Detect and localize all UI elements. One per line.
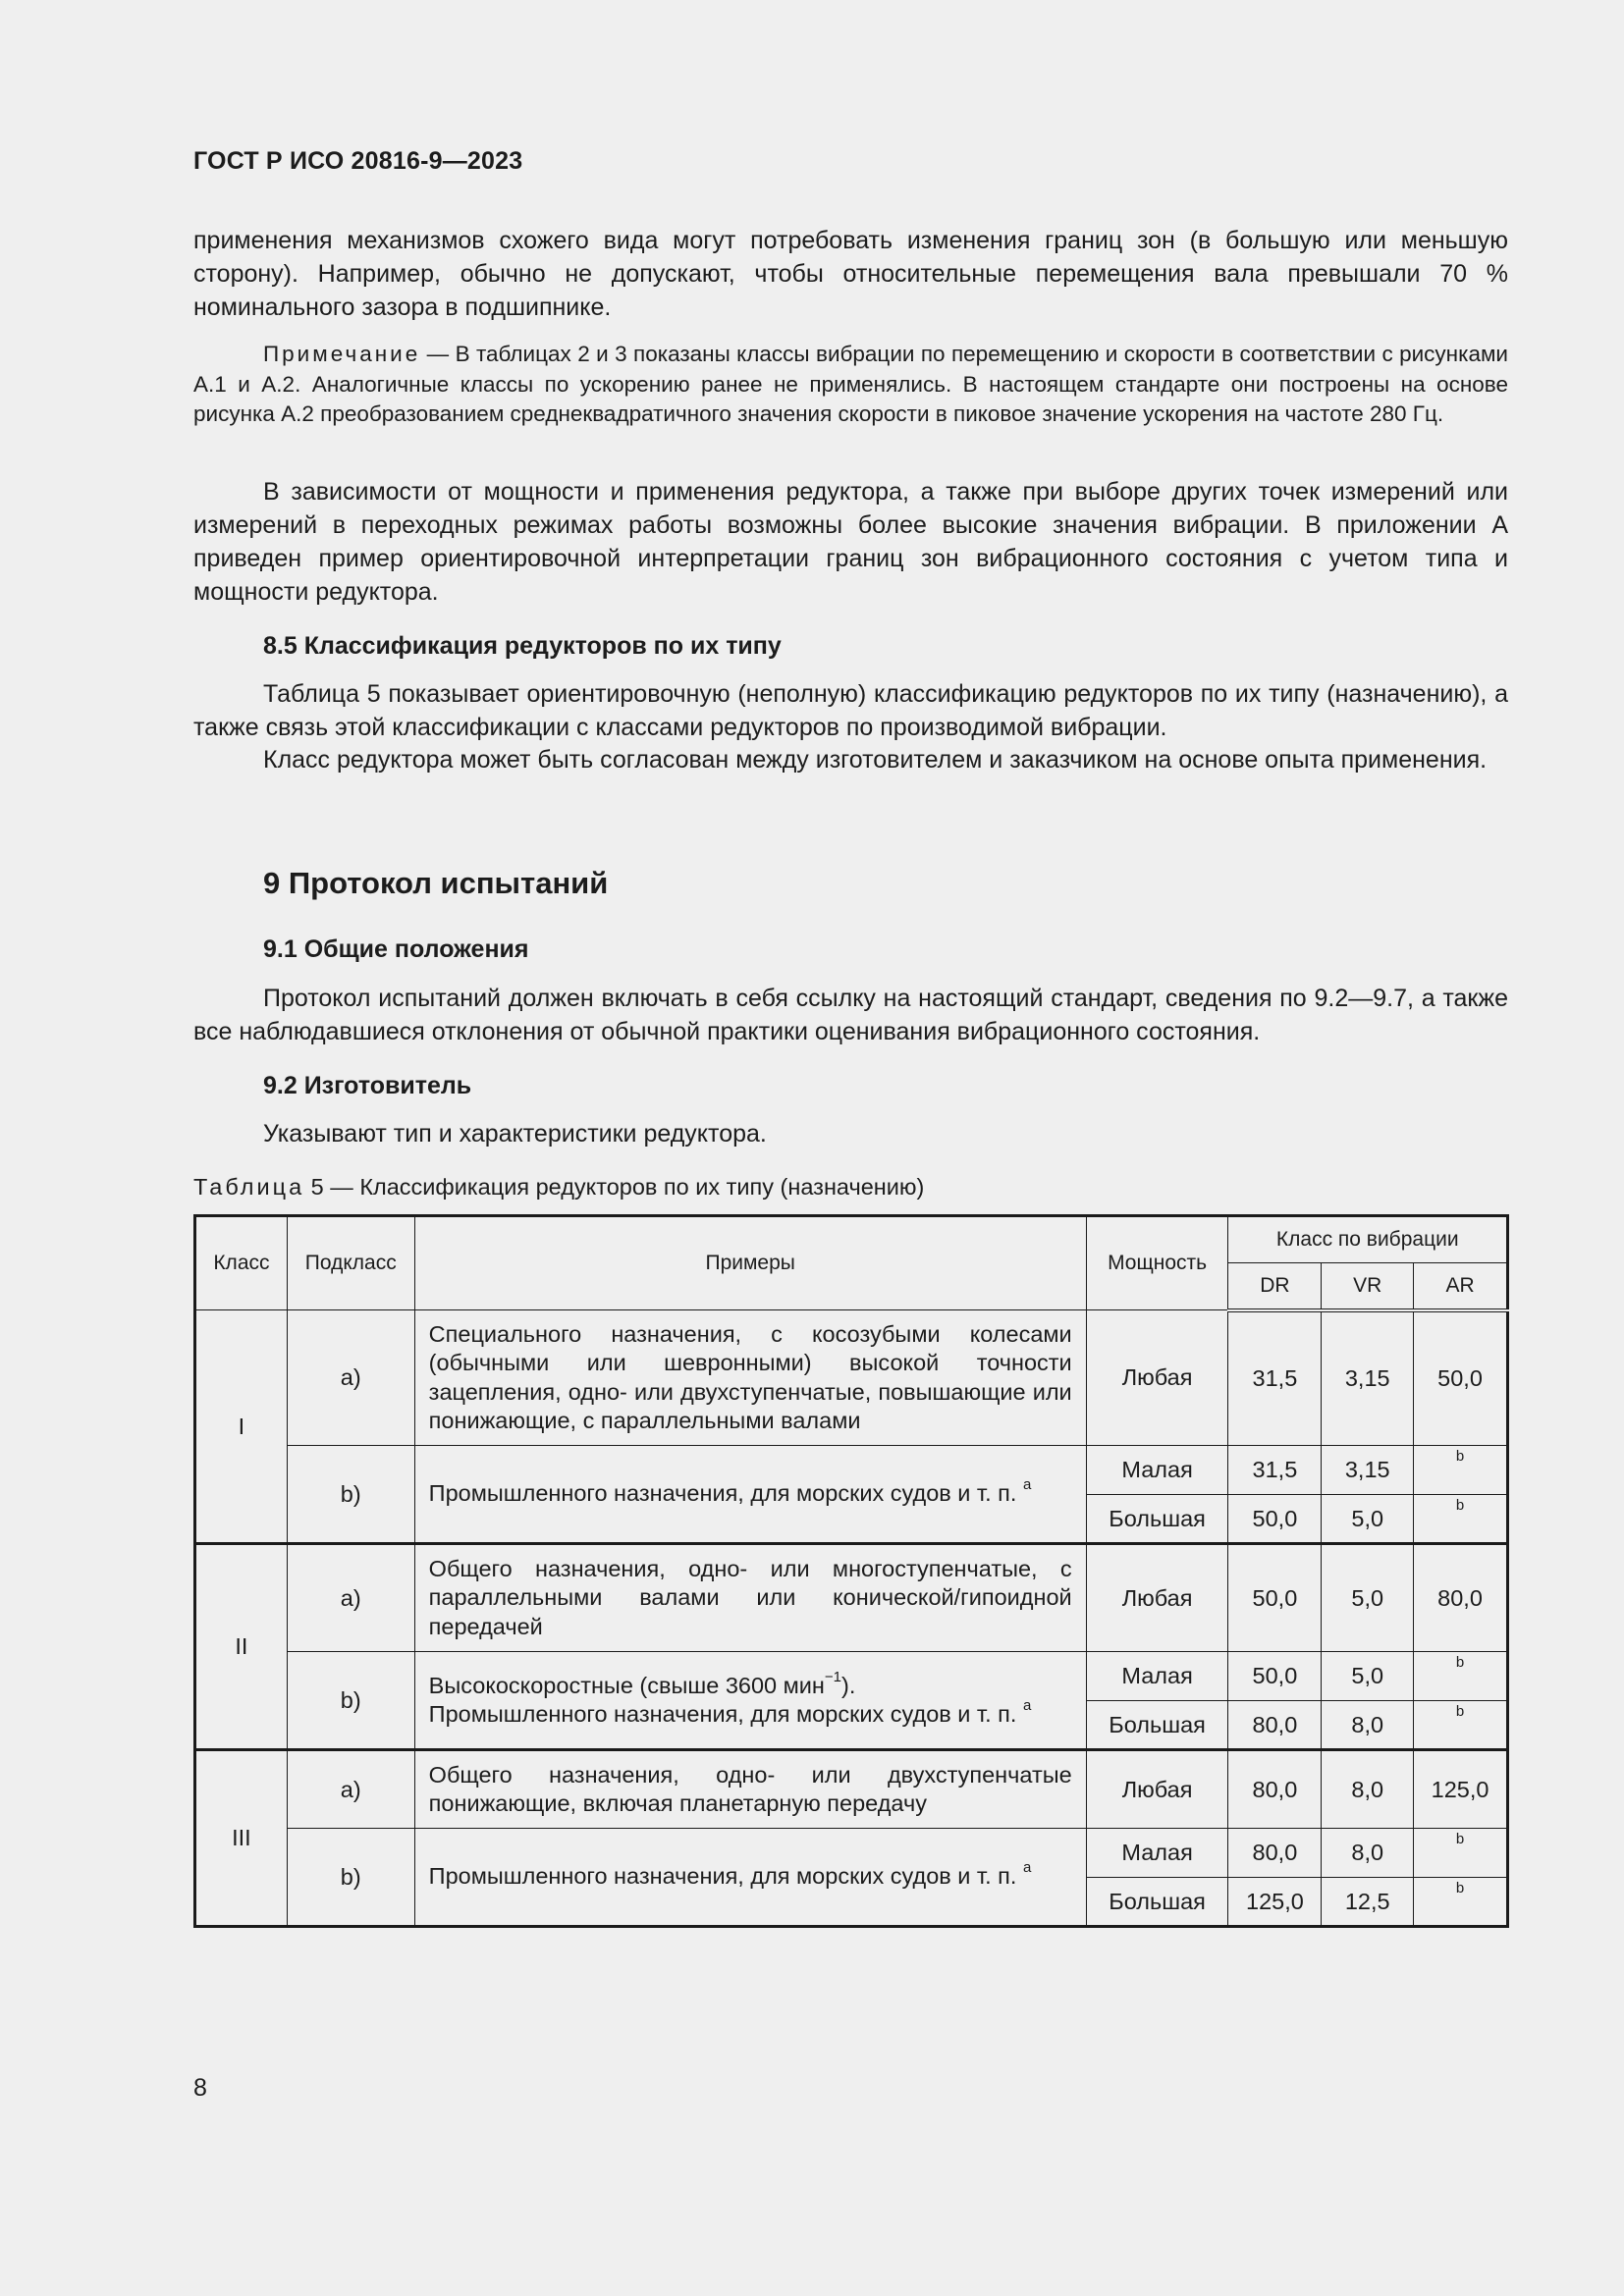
power-cell: Любая — [1086, 1750, 1228, 1829]
subclass-cell: a) — [287, 1544, 414, 1652]
example-cell — [414, 1446, 1086, 1544]
dr-cell: 80,0 — [1228, 1701, 1322, 1750]
dr-cell: 80,0 — [1228, 1829, 1322, 1878]
vr-cell: 3,15 — [1322, 1310, 1414, 1446]
header-dr: DR — [1228, 1263, 1322, 1310]
table-row — [195, 1446, 1508, 1495]
vr-cell: 5,0 — [1322, 1544, 1414, 1652]
paragraph: Указывают тип и характеристики редуктора. — [263, 1120, 767, 1148]
vr-cell: 8,0 — [1322, 1701, 1414, 1750]
header-ar: AR — [1414, 1263, 1508, 1310]
ar-cell — [1414, 1495, 1508, 1544]
note-label: Примечание — [263, 342, 421, 366]
power-cell: Малая — [1086, 1446, 1228, 1495]
vr-cell: 12,5 — [1322, 1878, 1414, 1927]
dr-cell: 31,5 — [1228, 1310, 1322, 1446]
example-cell: Общего назначения, одно- или многоступенчатые, с параллельными валами или конической/гипоидной передачей — [414, 1544, 1086, 1652]
power-cell: Малая — [1086, 1652, 1228, 1701]
footnote-marker: a — [1022, 1859, 1032, 1877]
class-cell: III — [195, 1750, 288, 1927]
power-cell: Большая — [1086, 1495, 1228, 1544]
vr-cell: 8,0 — [1322, 1829, 1414, 1878]
header-examples: Примеры — [414, 1216, 1086, 1310]
vr-cell: 8,0 — [1322, 1750, 1414, 1829]
section-heading-9-2: 9.2 Изготовитель — [263, 1072, 472, 1099]
paragraph: Класс редуктора может быть согласован между изготовителем и заказчиком на основе опыта применения. — [263, 746, 1488, 774]
section-heading-8-5: 8.5 Классификация редукторов по их типу — [263, 632, 782, 660]
class-cell: II — [195, 1544, 288, 1750]
vr-cell: 3,15 — [1322, 1446, 1414, 1495]
table-row — [195, 1750, 1508, 1829]
ar-cell: 125,0 — [1414, 1750, 1508, 1829]
table-caption — [193, 1172, 924, 1201]
subclass-cell: b) — [287, 1829, 414, 1927]
ar-cell — [1414, 1829, 1508, 1878]
header-vr: VR — [1322, 1263, 1414, 1310]
section-heading-9-1: 9.1 Общие положения — [263, 935, 529, 963]
example-text: Промышленного назначения, для морских судов и т. п. — [428, 1480, 1017, 1507]
document-header: ГОСТ Р ИСО 20816-9—2023 — [193, 147, 523, 175]
dr-cell: 50,0 — [1228, 1544, 1322, 1652]
footnote-marker: b — [1455, 1448, 1465, 1466]
subclass-cell: a) — [287, 1750, 414, 1829]
paragraph: Таблица 5 показывает ориентировочную (неполную) классификацию редукторов по их типу (назначению), а также связь этой классификации с классами редукторов по производимой вибрации. — [193, 680, 1508, 741]
classification-table — [193, 1214, 1509, 1928]
footnote-marker: b — [1455, 1831, 1465, 1848]
example-text: ). — [841, 1672, 856, 1698]
power-cell: Любая — [1086, 1544, 1228, 1652]
ar-cell — [1414, 1652, 1508, 1701]
ar-cell: 80,0 — [1414, 1544, 1508, 1652]
ar-cell — [1414, 1878, 1508, 1927]
header-subclass: Подкласс — [287, 1216, 414, 1310]
footnote-marker: b — [1455, 1496, 1465, 1514]
ar-cell — [1414, 1446, 1508, 1495]
note — [193, 340, 1508, 430]
header-class: Класс — [195, 1216, 288, 1310]
paragraph: применения механизмов схожего вида могут потребовать изменения границ зон (в большую или меньшую сторону). Например, обычно не допускают, чтобы относительные перемещения вала превышали 70 % номинального зазора в подшипнике. — [193, 227, 1508, 321]
footnote-marker: b — [1455, 1702, 1465, 1720]
dr-cell: 80,0 — [1228, 1750, 1322, 1829]
ar-cell: 50,0 — [1414, 1310, 1508, 1446]
table-caption-label: Таблица — [193, 1174, 305, 1200]
example-text: Промышленного назначения, для морских судов и т. п. — [428, 1863, 1017, 1890]
class-cell: I — [195, 1310, 288, 1544]
header-vibration-class: Класс по вибрации — [1228, 1216, 1508, 1263]
table-caption-text: 5 — Классификация редукторов по их типу (назначению) — [304, 1174, 925, 1200]
footnote-marker: a — [1022, 1476, 1032, 1494]
table-row — [195, 1652, 1508, 1701]
ar-cell — [1414, 1701, 1508, 1750]
table-row — [195, 1310, 1508, 1446]
footnote-marker: b — [1455, 1879, 1465, 1896]
page-number: 8 — [193, 2074, 207, 2102]
subclass-cell: a) — [287, 1310, 414, 1446]
note-text: — В таблицах 2 и 3 показаны классы вибрации по перемещению и скорости в соответствии с рисунками А.1 и А.2. Аналогичные классы по ускорению ранее не применялись. В настоящем стандарте они построены на основе рисунка А.2 преобразованием среднеквадратичного значения скорости в пиковое значение ускорения на частоте 280 Гц. — [193, 342, 1508, 426]
footnote-marker: b — [1455, 1654, 1465, 1672]
power-cell: Большая — [1086, 1701, 1228, 1750]
example-cell: Общего назначения, одно- или двухступенчатые понижающие, включая планетарную передачу — [414, 1750, 1086, 1829]
example-text: Промышленного назначения, для морских судов и т. п. — [428, 1701, 1017, 1727]
example-text: Высокоскоростные (свыше 3600 мин — [428, 1672, 825, 1698]
power-cell: Любая — [1086, 1310, 1228, 1446]
table-row — [195, 1544, 1508, 1652]
power-cell: Большая — [1086, 1878, 1228, 1927]
subclass-cell: b) — [287, 1652, 414, 1750]
paragraph: В зависимости от мощности и применения редуктора, а также при выборе других точек измерений или измерений в переходных режимах работы возможны более высокие значения вибрации. В приложении А приведен пример ориентировочной интерпретации границ зон вибрационного состояния с учетом типа и мощности редуктора. — [193, 478, 1508, 606]
power-cell: Малая — [1086, 1829, 1228, 1878]
example-cell — [414, 1829, 1086, 1927]
paragraph: Протокол испытаний должен включать в себя ссылку на настоящий стандарт, сведения по 9.2—9.7, а также все наблюдавшиеся отклонения от обычной практики оценивания вибрационного состояния. — [193, 985, 1508, 1045]
exponent: −1 — [824, 1668, 841, 1685]
example-cell — [414, 1652, 1086, 1750]
footnote-marker: a — [1022, 1697, 1032, 1715]
example-cell: Специального назначения, с косозубыми колесами (обычными или шевронными) высокой точности зацепления, одно- или двухступенчатые, повышающие или понижающие, с параллельными валами — [414, 1310, 1086, 1446]
header-power: Мощность — [1086, 1216, 1228, 1310]
dr-cell: 31,5 — [1228, 1446, 1322, 1495]
dr-cell: 50,0 — [1228, 1652, 1322, 1701]
dr-cell: 50,0 — [1228, 1495, 1322, 1544]
section-heading-9: 9 Протокол испытаний — [263, 866, 609, 900]
subclass-cell: b) — [287, 1446, 414, 1544]
vr-cell: 5,0 — [1322, 1495, 1414, 1544]
dr-cell: 125,0 — [1228, 1878, 1322, 1927]
vr-cell: 5,0 — [1322, 1652, 1414, 1701]
table-row — [195, 1829, 1508, 1878]
